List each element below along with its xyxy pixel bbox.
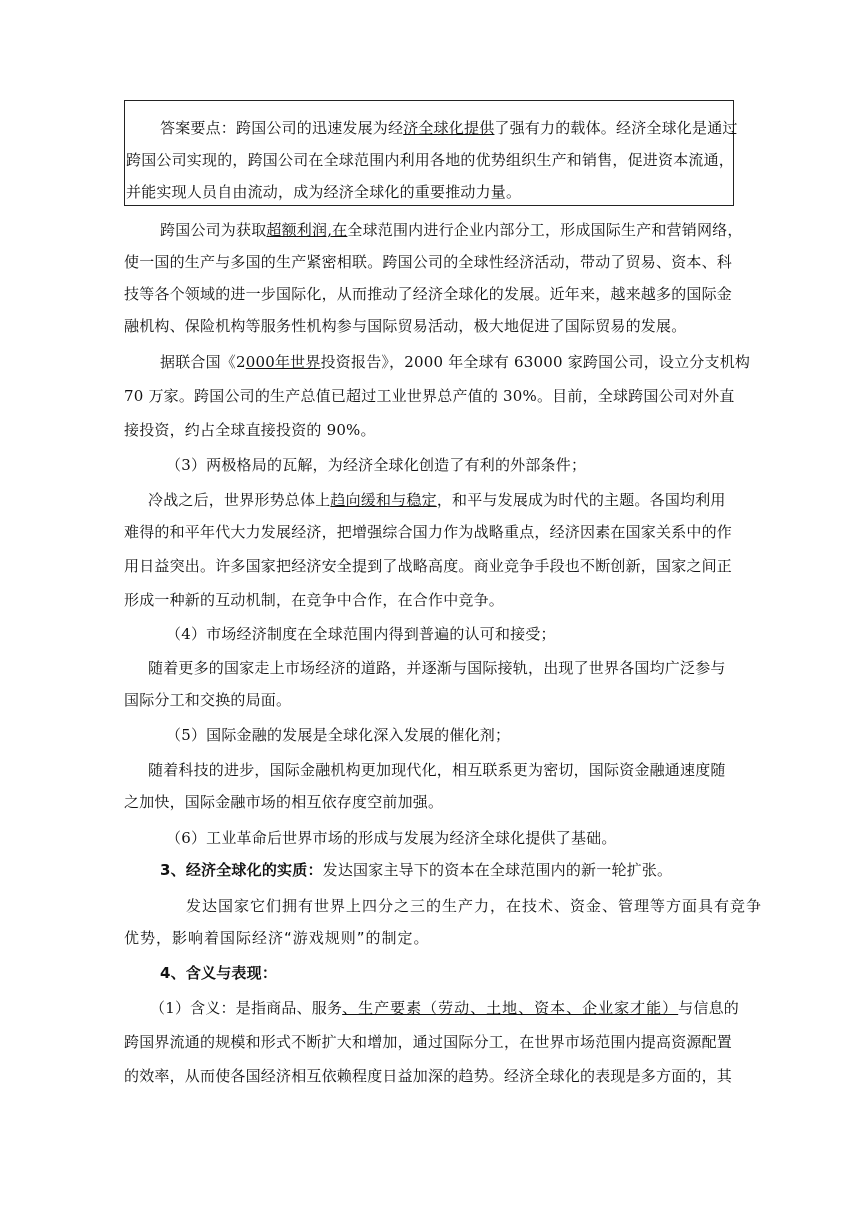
meaning-line-2: 跨国界流通的规模和形式不断扩大和增加，通过国际分工，在世界市场范围内提高资源配置 (124, 1033, 733, 1051)
answer-line-3: 并能实现人员自由流动，成为经济全球化的重要推动力量。 (126, 183, 522, 201)
paragraph-market-line-1: 随着更多的国家走上市场经济的道路，并逐渐与国际接轨，出现了世界各国均广泛参与 (148, 659, 726, 677)
paragraph-multinational-line-1: 跨国公司为获取超额利润,在全球范围内进行企业内部分工，形成国际生产和营销网络， (160, 221, 743, 239)
item-5: （5）国际金融的发展是全球化深入发展的催化剂； (166, 726, 511, 744)
paragraph-un-report-line-3: 接投资，约占全球直接投资的 90%。 (124, 421, 376, 439)
paragraph-finance-line-1: 随着科技的进步，国际金融机构更加现代化，相互联系更为密切，国际资金融通速度随 (148, 761, 726, 779)
item-4: （4）市场经济制度在全球范围内得到普遍的认可和接受； (166, 625, 556, 643)
paragraph-developed-line-2: 优势，影响着国际经济“游戏规则”的制定。 (124, 929, 430, 947)
paragraph-cold-war-line-2: 难得的和平年代大力发展经济，把增强综合国力作为战略重点，经济因素在国家关系中的作 (124, 523, 733, 541)
paragraph-finance-line-2: 之加快，国际金融市场的相互依存度空前加强。 (124, 793, 444, 811)
meaning-line-1: （1）含义：是指商品、服务、生产要素（劳动、土地、资本、企业家才能）与信息的 (150, 999, 739, 1017)
heading-meaning: 4、含义与表现： (160, 964, 278, 982)
paragraph-multinational-line-2: 使一国的生产与多国的生产紧密相联。跨国公司的全球性经济活动，带动了贸易、资本、科 (124, 253, 733, 271)
paragraph-market-line-2: 国际分工和交换的局面。 (124, 691, 292, 709)
item-6: （6）工业革命后世界市场的形成与发展为经济全球化提供了基础。 (166, 829, 617, 847)
paragraph-multinational-line-4: 融机构、保险机构等服务性机构参与国际贸易活动，极大地促进了国际贸易的发展。 (124, 317, 687, 335)
paragraph-developed-line-1: 发达国家它们拥有世界上四分之三的生产力，在技术、资金、管理等方面具有竞争 (186, 897, 763, 915)
heading-essence: 3、经济全球化的实质：发达国家主导下的资本在全球范围内的新一轮扩张。 (160, 861, 673, 879)
paragraph-un-report-line-2: 70 万家。跨国公司的生产总值已超过工业世界总产值的 30%。目前，全球跨国公司对外直 (124, 387, 735, 405)
paragraph-cold-war-line-1: 冷战之后，世界形势总体上趋向缓和与稳定，和平与发展成为时代的主题。各国均利用 (148, 491, 726, 509)
paragraph-un-report-line-1: 据联合国《2000年世界投资报告》，2000 年全球有 63000 家跨国公司，设立分支机构 (160, 353, 751, 371)
answer-line-1: 答案要点：跨国公司的迅速发展为经济全球化提供了强有力的载体。经济全球化是通过 (160, 119, 738, 137)
meaning-line-3: 的效率，从而使各国经济相互依赖程度日益加深的趋势。经济全球化的表现是多方面的，其 (124, 1067, 733, 1085)
paragraph-cold-war-line-4: 形成一种新的互动机制，在竞争中合作，在合作中竞争。 (124, 591, 505, 609)
paragraph-multinational-line-3: 技等各个领域的进一步国际化，从而推动了经济全球化的发展。近年来，越来越多的国际金 (124, 285, 733, 303)
paragraph-cold-war-line-3: 用日益突出。许多国家把经济安全提到了战略高度。商业竞争手段也不断创新，国家之间正 (124, 557, 733, 575)
answer-line-2: 跨国公司实现的，跨国公司在全球范围内利用各地的优势组织生产和销售，促进资本流通， (126, 151, 735, 169)
item-3: （3）两极格局的瓦解，为经济全球化创造了有利的外部条件； (166, 456, 587, 474)
